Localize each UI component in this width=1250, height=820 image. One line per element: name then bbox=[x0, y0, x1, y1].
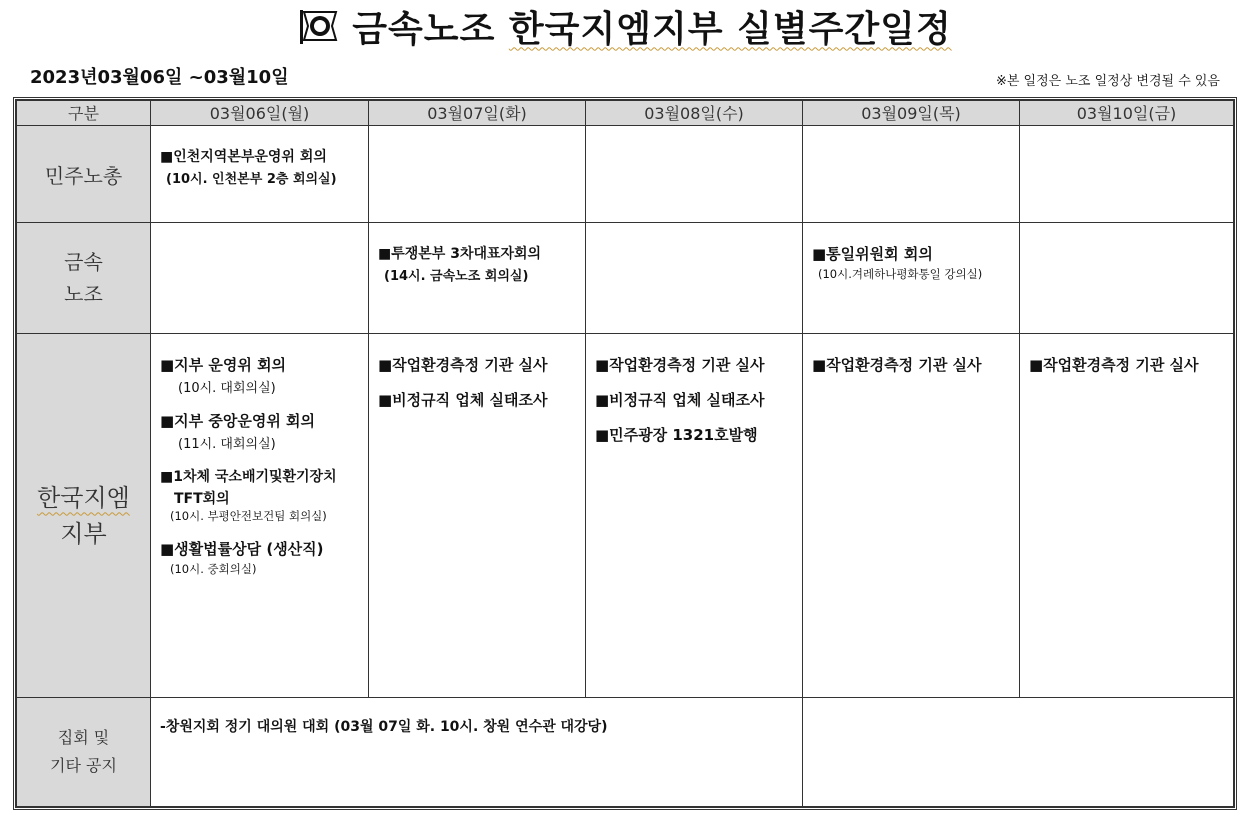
gm-mon-cell bbox=[151, 334, 369, 698]
schedule-detail: (11시. 대회의실) bbox=[178, 437, 276, 452]
notice-text: -창원지회 정기 대의원 대회 (03월 07일 화. 10시. 창원 연수관 대강당) bbox=[160, 719, 608, 735]
schedule-item: ■투쟁본부 3차대표자회의 bbox=[378, 246, 542, 262]
schedule-item: ■작업환경측정 기관 실사 bbox=[1029, 356, 1199, 374]
schedule-detail: (10시. 인천본부 2층 회의실) bbox=[166, 172, 337, 187]
schedule-table bbox=[13, 97, 1237, 810]
union-flag-logo-icon bbox=[298, 8, 342, 44]
kmwu-wed-cell bbox=[586, 223, 803, 334]
schedule-item: ■1차체 국소배기및환기장치 bbox=[160, 469, 337, 485]
row-label-kctu: 민주노총 bbox=[17, 126, 151, 223]
day-header-fri: 03월10일(금) bbox=[1020, 101, 1234, 126]
gm-wed-cell bbox=[586, 334, 803, 698]
schedule-detail: (10시. 중회의실) bbox=[170, 562, 257, 576]
kmwu-fri-cell bbox=[1020, 223, 1234, 334]
row-label-notice: 집회 및 기타 공지 bbox=[17, 698, 151, 807]
gm-tue-cell bbox=[369, 334, 586, 698]
kmwu-tue-cell bbox=[369, 223, 586, 334]
day-header-wed: 03월08일(수) bbox=[586, 101, 803, 126]
schedule-item: ■비정규직 업체 실태조사 bbox=[378, 391, 548, 409]
schedule-item: ■작업환경측정 기관 실사 bbox=[812, 356, 982, 374]
schedule-item: ■작업환경측정 기관 실사 bbox=[595, 356, 765, 374]
schedule-item: ■작업환경측정 기관 실사 bbox=[378, 356, 548, 374]
schedule-item: ■민주광장 1321호발행 bbox=[595, 426, 758, 444]
schedule-item: ■생활법률상담 (생산직) bbox=[160, 540, 324, 558]
schedule-detail: (10시. 대회의실) bbox=[178, 381, 276, 396]
kctu-tue-cell bbox=[369, 126, 586, 223]
schedule-detail: (14시. 금속노조 회의실) bbox=[384, 269, 529, 284]
change-notice: ※본 일정은 노조 일정상 변경될 수 있음 bbox=[995, 74, 1220, 89]
kctu-mon-cell bbox=[151, 126, 369, 223]
schedule-item-cont: TFT회의 bbox=[174, 491, 230, 507]
title-row bbox=[0, 0, 1250, 52]
schedule-item: ■지부 운영위 회의 bbox=[160, 356, 287, 374]
corner-label: 구분 bbox=[17, 101, 151, 126]
kctu-wed-cell bbox=[586, 126, 803, 223]
schedule-item: ■지부 중앙운영위 회의 bbox=[160, 412, 316, 430]
gm-fri-cell bbox=[1020, 334, 1234, 698]
gm-thu-cell bbox=[803, 334, 1020, 698]
kctu-thu-cell bbox=[803, 126, 1020, 223]
row-label-gm: 한국지엠 지부 bbox=[17, 334, 151, 698]
schedule-item: ■인천지역본부운영위 회의 bbox=[160, 149, 327, 165]
day-header-thu: 03월09일(목) bbox=[803, 101, 1020, 126]
schedule-item: ■비정규직 업체 실태조사 bbox=[595, 391, 765, 409]
schedule-item: ■통일위원회 회의 bbox=[812, 245, 933, 263]
day-header-mon: 03월06일(월) bbox=[151, 101, 369, 126]
day-header-tue: 03월07일(화) bbox=[369, 101, 586, 126]
notice-empty-cell bbox=[803, 698, 1234, 807]
kmwu-mon-cell bbox=[151, 223, 369, 334]
kctu-fri-cell bbox=[1020, 126, 1234, 223]
notice-content-cell bbox=[151, 698, 803, 807]
kmwu-thu-cell bbox=[803, 223, 1020, 334]
schedule-detail: (10시.겨레하나평화통일 강의실) bbox=[818, 267, 983, 281]
page-title: 금속노조 한국지엠지부 실별주간일정 bbox=[352, 8, 952, 50]
schedule-detail: (10시. 부평안전보건팀 회의실) bbox=[170, 509, 327, 523]
row-label-kmwu: 금속 노조 bbox=[17, 223, 151, 334]
schedule-period: 2023년03월06일 ~03월10일 bbox=[30, 67, 289, 88]
